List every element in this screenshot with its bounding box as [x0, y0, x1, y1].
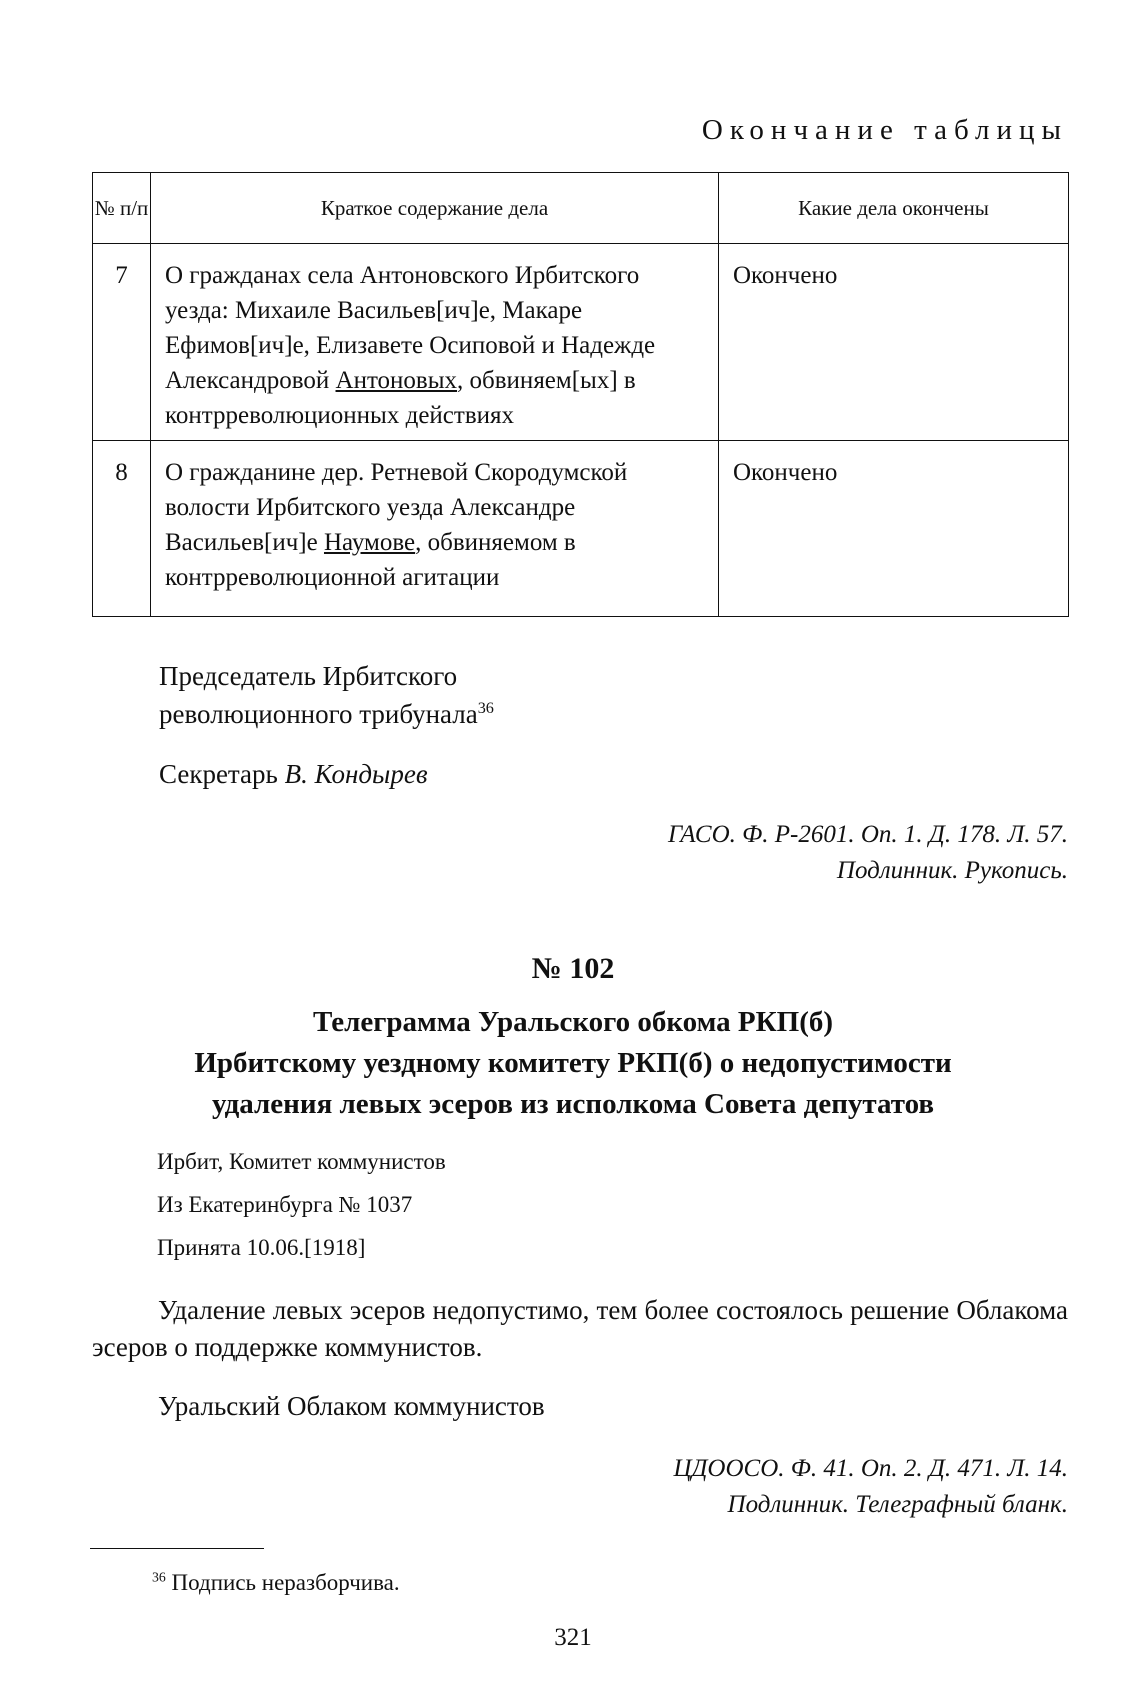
telegram-signoff: Уральский Облаком коммунистов	[158, 1391, 545, 1421]
footnote-number: 36	[152, 1569, 166, 1585]
case-content-text: О гражданах села Антоновского Ирбитского уезда: Михаиле Васильев[ич]е, Макаре Ефимов[ич]е, Елизавете Осиповой и Надежде Александровой	[165, 262, 656, 394]
chairman-signature-line2	[159, 696, 494, 733]
table-row	[93, 244, 1069, 441]
source-archive-reference: ЦДООСО. Ф. 41. Оп. 2. Д. 471. Л. 14.	[673, 1455, 1068, 1482]
cases-table	[92, 172, 1069, 617]
secretary-label: Секретарь	[159, 759, 285, 789]
source-document-type: Подлинник. Телеграфный бланк.	[727, 1491, 1068, 1518]
document-title-line: Ирбитскому уездному комитету РКП(б) о недопустимости	[194, 1047, 952, 1079]
table-header-row	[93, 173, 1069, 244]
footnote-divider	[90, 1548, 264, 1549]
column-header-content: Краткое содержание дела	[151, 173, 719, 244]
document-title	[90, 1002, 1056, 1125]
telegram-received-date: Принята 10.06.[1918]	[157, 1235, 366, 1260]
document-title-line: удаления левых эсеров из исполкома Совета депутатов	[211, 1088, 935, 1120]
footnote-reference: 36	[477, 699, 494, 717]
footnote-text: Подпись неразборчива.	[165, 1570, 400, 1595]
row-number: 8	[93, 441, 151, 617]
case-content	[151, 441, 719, 617]
footnote	[152, 1568, 400, 1598]
telegram-origin: Из Екатеринбурга № 1037	[157, 1192, 413, 1217]
telegram-address: Ирбит, Комитет коммунистов	[157, 1149, 446, 1174]
case-content-text: О гражданине дер. Ретневой Скородумской волости Ирбитского уезда Александре Васильев[ич]е	[165, 459, 628, 556]
document-number: № 102	[531, 952, 615, 985]
chairman-title: революционного трибунала	[159, 699, 478, 729]
case-result: Окончено	[719, 441, 1069, 617]
case-content-text-end: , обвиняем[ых] в контрреволюционных действиях	[165, 367, 636, 429]
case-surname-underlined: Наумове	[323, 529, 416, 556]
telegram-body: Удаление левых эсеров недопустимо, тем более состоялось решение Облакома эсеров о поддержке коммунистов.	[92, 1295, 1068, 1362]
table-row	[93, 441, 1069, 617]
document-title-line: Телеграмма Уральского обкома РКП(б)	[312, 1006, 834, 1038]
column-header-result: Какие дела окончены	[719, 173, 1069, 244]
secretary-name: В. Кондырев	[284, 759, 428, 789]
column-header-number: № п/п	[93, 173, 151, 244]
page-number: 321	[554, 1624, 592, 1651]
table-continuation-caption: Окончание таблицы	[701, 114, 1068, 146]
secretary-signature	[159, 756, 428, 793]
chairman-signature-line1: Председатель Ирбитского	[159, 661, 458, 691]
row-number: 7	[93, 244, 151, 441]
source-archive-reference: ГАСО. Ф. Р-2601. Оп. 1. Д. 178. Л. 57.	[667, 821, 1068, 848]
case-result: Окончено	[719, 244, 1069, 441]
source-document-type: Подлинник. Рукопись.	[836, 857, 1068, 884]
case-surname-underlined: Антоновых	[335, 367, 458, 394]
case-content	[151, 244, 719, 441]
case-content-text-end: , обвиняемом в контрреволюционной агитации	[165, 529, 576, 591]
